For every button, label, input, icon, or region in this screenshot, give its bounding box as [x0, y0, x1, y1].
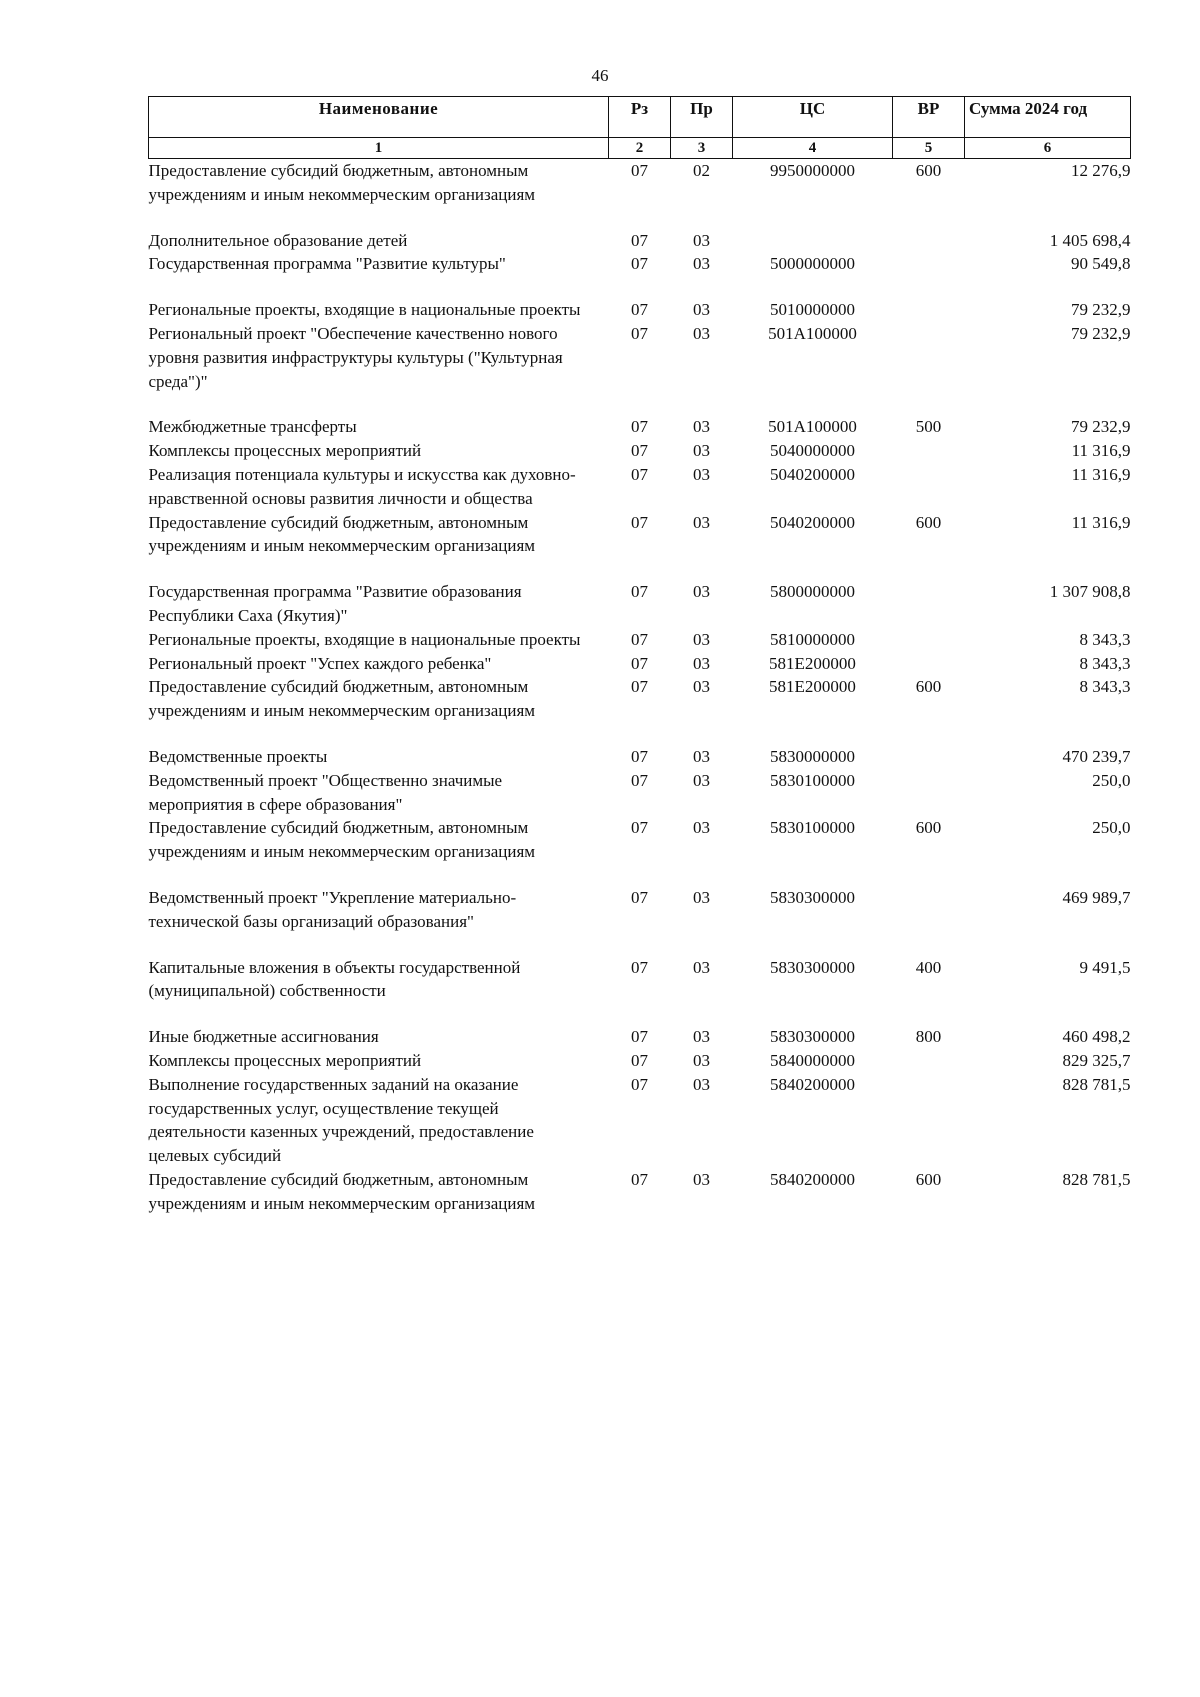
row-name: Предоставление субсидий бюджетным, автономным учреждениям и иным некоммерческим организациям — [148, 677, 536, 721]
table-row — [149, 675, 1131, 745]
header-row — [149, 97, 1131, 138]
row-rz: 07 — [631, 300, 648, 320]
row-sum: 79 232,9 — [1071, 323, 1131, 343]
row-cs: 5830300000 — [770, 957, 855, 977]
row-sum: 1 307 908,8 — [1049, 582, 1131, 602]
row-vr — [893, 298, 965, 322]
row-sum: 90 549,8 — [1071, 254, 1131, 274]
table-row — [149, 1025, 1131, 1049]
row-rz: 07 — [631, 582, 648, 602]
row-cs: 5040200000 — [770, 512, 855, 532]
table-header — [149, 97, 1131, 159]
row-pr: 03 — [693, 582, 710, 602]
row-pr: 03 — [693, 323, 710, 343]
row-name: Региональный проект "Обеспечение качественно нового уровня развития инфраструктуры культуры ("Культурная среда")" — [148, 323, 563, 391]
row-cs: 5830100000 — [770, 818, 855, 838]
row-rz: 07 — [631, 770, 648, 790]
row-cs: 5830000000 — [770, 746, 855, 766]
row-rz: 07 — [631, 746, 648, 766]
row-rz: 07 — [631, 1074, 648, 1094]
row-rz: 07 — [631, 230, 648, 250]
row-vr — [893, 628, 965, 652]
row-pr: 03 — [693, 512, 710, 532]
row-vr — [893, 580, 965, 628]
row-cs: 5010000000 — [770, 300, 855, 320]
row-vr: 600 — [915, 161, 942, 180]
row-name: Государственная программа "Развитие культуры" — [148, 254, 506, 274]
row-cs: 5040200000 — [770, 464, 855, 484]
row-cs: 501A100000 — [768, 417, 857, 437]
row-vr: 800 — [915, 1027, 942, 1047]
row-sum: 12 276,9 — [1071, 161, 1131, 180]
row-name: Дополнительное образование детей — [148, 230, 408, 250]
row-vr — [893, 1049, 965, 1073]
row-pr: 03 — [693, 677, 710, 697]
row-rz: 07 — [631, 512, 648, 532]
column-number-row — [149, 138, 1131, 159]
row-rz: 07 — [631, 254, 648, 274]
row-name: Предоставление субсидий бюджетным, автономным учреждениям и иным некоммерческим организациям — [148, 818, 536, 862]
row-name: Государственная программа "Развитие образования Республики Саха (Якутия)" — [148, 582, 522, 625]
row-pr: 03 — [693, 1050, 710, 1070]
row-name: Выполнение государственных заданий на оказание государственных услуг, осуществление текущей деятельности казенных учреждений, предоставление целевых субсидий — [148, 1074, 534, 1166]
row-sum: 8 343,3 — [1079, 677, 1131, 697]
row-cs: 5830100000 — [770, 770, 855, 790]
row-cs: 5830300000 — [770, 887, 855, 907]
table-row — [149, 652, 1131, 676]
row-pr: 03 — [693, 629, 710, 649]
row-pr: 03 — [693, 230, 710, 250]
row-cs: 5840200000 — [770, 1074, 855, 1094]
row-cs: 9950000000 — [770, 161, 855, 180]
row-pr: 03 — [693, 441, 710, 461]
row-sum: 9 491,5 — [1079, 957, 1131, 977]
row-pr: 03 — [693, 254, 710, 274]
header-sum: Сумма 2024 год — [965, 97, 1131, 138]
row-vr — [893, 322, 965, 415]
table-row — [149, 415, 1131, 439]
column-number: 6 — [965, 138, 1131, 159]
row-sum: 469 989,7 — [1062, 887, 1131, 907]
row-sum: 1 405 698,4 — [1049, 230, 1131, 250]
header-name: Наименование — [149, 97, 609, 138]
row-vr — [893, 1073, 965, 1168]
row-cs: 5040000000 — [770, 441, 855, 461]
row-vr — [893, 252, 965, 298]
row-vr: 600 — [915, 677, 942, 697]
row-name: Межбюджетные трансферты — [148, 417, 357, 437]
row-name: Региональные проекты, входящие в национальные проекты — [148, 629, 581, 649]
row-rz: 07 — [631, 161, 648, 180]
row-pr: 03 — [693, 770, 710, 790]
row-cs: 501A100000 — [768, 323, 857, 343]
column-number: 3 — [671, 138, 733, 159]
row-rz: 07 — [631, 677, 648, 697]
table-row — [149, 159, 1131, 229]
row-cs: 5000000000 — [770, 254, 855, 274]
row-name: Комплексы процессных мероприятий — [148, 1050, 422, 1070]
row-vr — [893, 745, 965, 769]
row-sum: 828 781,5 — [1062, 1074, 1131, 1094]
table-row — [149, 745, 1131, 769]
table-row — [149, 1049, 1131, 1073]
row-cs: 5810000000 — [770, 629, 855, 649]
page-number: 46 — [591, 66, 609, 85]
row-rz: 07 — [631, 1050, 648, 1070]
row-pr: 03 — [693, 1169, 710, 1189]
header-cs: ЦС — [733, 97, 893, 138]
table-row — [149, 511, 1131, 581]
column-number: 2 — [609, 138, 671, 159]
table-row — [149, 252, 1131, 298]
row-sum: 460 498,2 — [1062, 1027, 1131, 1047]
budget-table — [148, 96, 1131, 1215]
header-vr: ВР — [893, 97, 965, 138]
row-cs: 581E200000 — [769, 653, 856, 673]
row-rz: 07 — [631, 629, 648, 649]
row-pr: 03 — [693, 1074, 710, 1094]
row-cs: 5830300000 — [770, 1027, 855, 1047]
row-sum: 79 232,9 — [1071, 417, 1131, 437]
table-row — [149, 229, 1131, 253]
row-name: Региональный проект "Успех каждого ребенка" — [148, 653, 492, 673]
row-vr: 400 — [915, 957, 942, 977]
row-pr: 03 — [693, 1027, 710, 1047]
row-vr — [893, 652, 965, 676]
row-vr: 600 — [915, 1169, 942, 1189]
column-number: 1 — [149, 138, 609, 159]
row-rz: 07 — [631, 818, 648, 838]
table-row — [149, 580, 1131, 628]
row-rz: 07 — [631, 417, 648, 437]
table-row — [149, 886, 1131, 956]
table-row — [149, 956, 1131, 1026]
row-name: Предоставление субсидий бюджетным, автономным учреждениям и иным некоммерческим организациям — [148, 512, 536, 556]
table-row — [149, 769, 1131, 817]
row-pr: 02 — [693, 161, 710, 180]
row-sum: 79 232,9 — [1071, 300, 1131, 320]
row-name: Ведомственные проекты — [148, 746, 328, 766]
row-pr: 03 — [693, 653, 710, 673]
row-name: Комплексы процессных мероприятий — [148, 441, 422, 461]
column-number: 5 — [893, 138, 965, 159]
row-sum: 829 325,7 — [1062, 1050, 1131, 1070]
header-rz: Рз — [609, 97, 671, 138]
row-name: Ведомственный проект "Укрепление материально-технической базы организаций образования" — [148, 887, 517, 931]
row-pr: 03 — [693, 464, 710, 484]
row-vr: 500 — [915, 417, 942, 437]
row-sum: 828 781,5 — [1062, 1169, 1131, 1189]
table-row — [149, 322, 1131, 415]
table-row — [149, 816, 1131, 886]
row-rz: 07 — [631, 887, 648, 907]
row-sum: 250,0 — [1092, 770, 1131, 790]
table-row — [149, 298, 1131, 322]
row-sum: 250,0 — [1092, 818, 1131, 838]
column-number: 4 — [733, 138, 893, 159]
table-row — [149, 628, 1131, 652]
row-rz: 07 — [631, 441, 648, 461]
row-vr — [893, 229, 965, 253]
table-row — [149, 1073, 1131, 1168]
row-sum: 8 343,3 — [1079, 653, 1131, 673]
row-rz: 07 — [631, 957, 648, 977]
row-name: Предоставление субсидий бюджетным, автономным учреждениям и иным некоммерческим организациям — [148, 1169, 536, 1213]
row-vr — [893, 463, 965, 511]
row-cs: 5840200000 — [770, 1169, 855, 1189]
table-body — [149, 159, 1131, 1216]
row-sum: 8 343,3 — [1079, 629, 1131, 649]
row-rz: 07 — [631, 1169, 648, 1189]
row-vr: 600 — [915, 818, 942, 838]
table-row — [149, 439, 1131, 463]
row-vr — [893, 886, 965, 956]
row-sum: 11 316,9 — [1071, 441, 1131, 461]
table-row — [149, 463, 1131, 511]
row-rz: 07 — [631, 464, 648, 484]
row-name: Капитальные вложения в объекты государственной (муниципальной) собственности — [148, 957, 521, 1001]
row-name: Ведомственный проект "Общественно значимые мероприятия в сфере образования" — [148, 770, 503, 814]
row-rz: 07 — [631, 653, 648, 673]
row-name: Иные бюджетные ассигнования — [148, 1027, 379, 1047]
row-cs — [733, 229, 893, 253]
row-vr: 600 — [915, 512, 942, 532]
row-cs: 5800000000 — [770, 582, 855, 602]
row-sum: 11 316,9 — [1071, 464, 1131, 484]
row-name: Предоставление субсидий бюджетным, автономным учреждениям и иным некоммерческим организациям — [148, 161, 536, 204]
row-vr — [893, 769, 965, 817]
row-sum: 11 316,9 — [1071, 512, 1131, 532]
row-cs: 5840000000 — [770, 1050, 855, 1070]
row-vr — [893, 439, 965, 463]
row-rz: 07 — [631, 323, 648, 343]
row-pr: 03 — [693, 818, 710, 838]
row-pr: 03 — [693, 417, 710, 437]
row-pr: 03 — [693, 300, 710, 320]
row-cs: 581E200000 — [769, 677, 856, 697]
row-name: Реализация потенциала культуры и искусства как духовно-нравственной основы развития личности и общества — [148, 464, 576, 508]
row-rz: 07 — [631, 1027, 648, 1047]
row-pr: 03 — [693, 957, 710, 977]
header-pr: Пр — [671, 97, 733, 138]
row-pr: 03 — [693, 887, 710, 907]
table-row — [149, 1168, 1131, 1216]
row-sum: 470 239,7 — [1062, 746, 1131, 766]
row-pr: 03 — [693, 746, 710, 766]
row-name: Региональные проекты, входящие в национальные проекты — [148, 300, 581, 320]
